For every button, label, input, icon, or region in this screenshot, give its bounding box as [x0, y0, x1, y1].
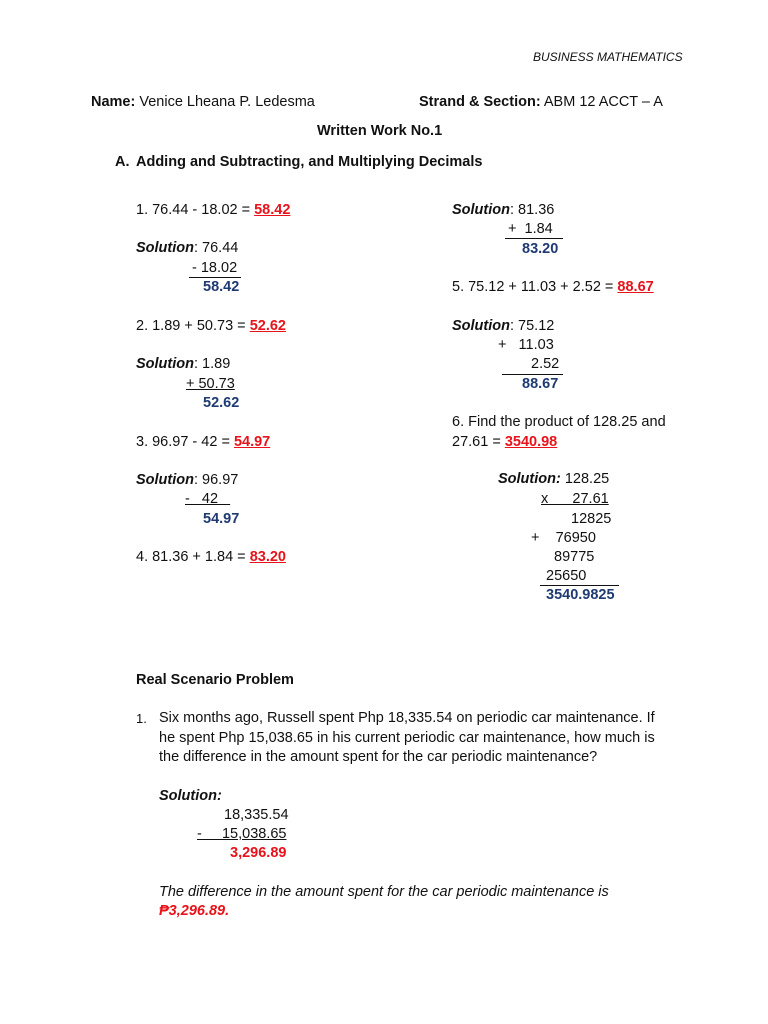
sum-line [505, 238, 563, 239]
problem-4-result: 83.20 [522, 241, 559, 257]
subject-header: BUSINESS MATHEMATICS [533, 50, 683, 64]
problem-3-question: 3. 96.97 - 42 = [136, 434, 234, 450]
solution-label: Solution [136, 472, 194, 488]
problem-3-answer: 54.97 [233, 434, 271, 450]
problem-2-question: 2. 1.89 + 50.73 = [136, 318, 250, 334]
scenario-text-line-3: the difference in the amount spent for the car periodic maintenance? [159, 749, 598, 765]
problem-3-solution-top [136, 471, 238, 489]
scenario-solution-label: Solution: [159, 788, 222, 804]
solution-value: : 76.44 [194, 240, 239, 256]
strand-line [419, 93, 663, 111]
problem-4-answer: 83.20 [249, 549, 286, 565]
solution-value: : 75.12 [510, 318, 555, 334]
problem-4-solution-top [452, 201, 554, 219]
problem-2-result: 52.62 [203, 395, 240, 411]
problem-6-answer: 3540.98 [504, 434, 558, 450]
real-scenario-title: Real Scenario Problem [136, 672, 294, 688]
problem-5-solution-top [452, 317, 554, 335]
solution-value: 128.25 [560, 471, 610, 487]
problem-2 [136, 317, 286, 335]
problem-2-answer: 52.62 [249, 318, 286, 334]
problem-5-question: 5. 75.12 + 11.03 + 2.52 = [452, 279, 618, 295]
problem-3-solution-second: - 42 [185, 491, 231, 507]
scenario-solution-second: - 15,038.65 [197, 826, 287, 842]
problem-1 [136, 201, 290, 219]
strand-value: ABM 12 ACCT – A [543, 94, 663, 110]
problem-2-solution-top [136, 355, 230, 373]
problem-5 [452, 278, 654, 296]
solution-label: Solution [136, 240, 194, 256]
name-line [91, 93, 315, 111]
name-value: Venice Lheana P. Ledesma [139, 94, 315, 110]
scenario-conclusion-line-2: ₱3,296.89. [159, 903, 230, 919]
problem-1-question: 1. 76.44 - 18.02 = [136, 202, 255, 218]
problem-5-solution-third: 2.52 [531, 356, 560, 372]
problem-6-partial-3: 89775 [554, 549, 595, 565]
problem-1-result: 58.42 [203, 279, 240, 295]
problem-6-solution-second: x 27.61 [541, 491, 609, 507]
problem-6-partial-4: 25650 [546, 568, 587, 584]
scenario-conclusion-line-1: The difference in the amount spent for the car periodic maintenance is [159, 884, 609, 900]
problem-1-solution-second: - 18.02 [192, 260, 238, 276]
scenario-result: 3,296.89 [230, 845, 287, 861]
scenario-solution-top: 18,335.54 [224, 807, 289, 823]
solution-value: : 81.36 [510, 202, 555, 218]
problem-1-answer: 58.42 [254, 202, 291, 218]
strand-label: Strand & Section: [419, 94, 541, 110]
problem-6-line1: 6. Find the product of 128.25 and [452, 414, 666, 430]
problem-6-partial-2: + 76950 [531, 530, 596, 546]
problem-5-result: 88.67 [522, 376, 559, 392]
problem-1-solution-top [136, 239, 238, 257]
problem-4-question: 4. 81.36 + 1.84 = [136, 549, 250, 565]
scenario-text-line-2: he spent Php 15,038.65 in his current periodic car maintenance, how much is [159, 730, 655, 746]
section-a-label: A. [115, 154, 130, 170]
problem-6-partial-1: 12825 [571, 511, 612, 527]
solution-value: : 1.89 [194, 356, 231, 372]
problem-4 [136, 548, 286, 566]
page-title: Written Work No.1 [317, 123, 443, 139]
problem-6-result: 3540.9825 [546, 587, 615, 603]
section-a-title: Adding and Subtracting, and Multiplying Decimals [136, 154, 483, 170]
problem-3 [136, 433, 270, 451]
problem-6-line2 [452, 433, 557, 451]
problem-5-solution-second: + 11.03 [498, 337, 554, 353]
solution-label: Solution [452, 202, 510, 218]
solution-label: Solution [136, 356, 194, 372]
scenario-number: 1. [136, 711, 147, 726]
solution-label: Solution: [498, 471, 561, 487]
solution-value: : 96.97 [194, 472, 239, 488]
problem-4-solution-second: + 1.84 [508, 221, 553, 237]
solution-label: Solution [452, 318, 510, 334]
scenario-text-line-1: Six months ago, Russell spent Php 18,335.54 on periodic car maintenance. If [159, 710, 655, 726]
problem-6-solution-top [498, 470, 609, 488]
problem-2-solution-second: + 50.73 [186, 376, 235, 392]
problem-6-question: 27.61 = [452, 434, 505, 450]
problem-5-answer: 88.67 [617, 279, 654, 295]
problem-3-result: 54.97 [203, 511, 240, 527]
name-label: Name: [91, 94, 136, 110]
